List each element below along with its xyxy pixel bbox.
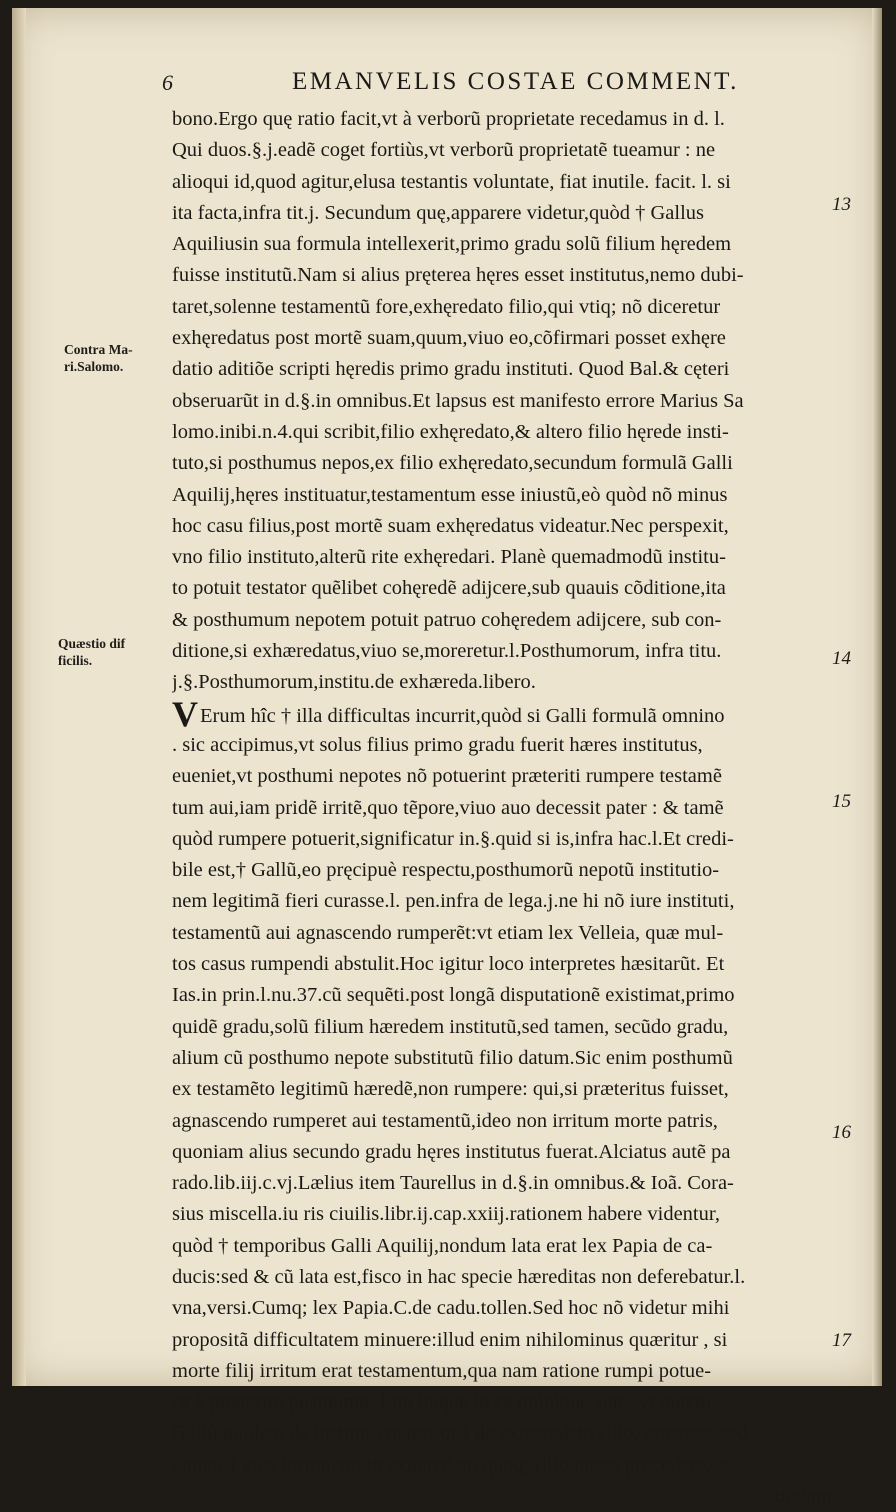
text-line: lomo.inibi.n.4.qui scribit,filio exhęredato,& altero filio hęrede insti- (172, 420, 729, 443)
text-line: Aquiliusin sua formula intellexerit,primo gradu solũ filium hęredem (172, 233, 732, 256)
margin-note-text: Quæstio dif ficilis. (58, 636, 126, 668)
page-number: 6 (162, 70, 173, 95)
margin-note-text: Contra Ma- ri.Salomo. (64, 342, 133, 374)
text-line: sius miscella.iu ris ciuilis.libr.ij.cap.xxiij.rationem habere videntur, (172, 1203, 721, 1226)
text-line: ditione,si exhæredatus,viuo se,moreretur.l.Posthumorum, infra titu. (172, 640, 722, 663)
book-page (12, 8, 882, 1508)
text-line: eueniet,vt posthumi nepotes nõ potuerint præteriti rumpere testamẽ (172, 765, 722, 788)
text-line: bono.Ergo quę ratio facit,vt à verborũ proprietate recedamus in d. l. (172, 108, 725, 130)
margin-number: 14 (832, 648, 851, 669)
margin-number: 17 (832, 1330, 851, 1351)
text-line: quòd rumpere potuerit,significatur in.§.quid si is,infra hac.l.Et credi- (172, 827, 734, 850)
text-line: hoc casu filius,post mortẽ suam exhęredatus videatur.Nec perspexit, (172, 514, 729, 537)
text-line: testamentũ aui agnascendo rumperẽt:vt etiam lex Velleia, quæ mul- (172, 921, 724, 944)
margin-number: 13 (832, 194, 851, 215)
text-line: datio aditiõe scripti hęredis primo gradu instituti. Quod Bal.& cęteri (172, 358, 730, 381)
text-line: Aquilij,hęres instituatur,testamentum esse iniustũ,eò quòd nõ minus (172, 483, 728, 506)
text-line: quidẽ gradu,solũ filium hæredem institutũ,sed tamen, secũdo gradu, (172, 1015, 729, 1038)
main-text-block (172, 104, 832, 1512)
text-line: ducis:sed & cũ lata est,fisco in hac specie hæreditas non deferebatur.l. (172, 1265, 746, 1288)
text-line: rit à præterito posthumo. Ego itaque in ea opinione sum, vt putem, (172, 1391, 717, 1414)
margin-note-quaestio (58, 635, 125, 669)
page-header (162, 68, 802, 102)
text-line: quoniam alius secundo gradu hęres institutus fuerat.Alciatus autẽ pa (172, 1140, 731, 1163)
text-line (172, 699, 832, 730)
text-line: agnascendo rumperet aui testamentũ,ideo non irritum morte patris, (172, 1109, 718, 1132)
text-line: vna,versi.Cumq; lex Papia.C.de cadu.tollen.Sed hoc nõ videtur mihi (172, 1297, 730, 1320)
text-line: j.§.Posthumorum,institu.de exhæreda.libero. (172, 671, 536, 694)
drop-initial: V (172, 698, 198, 730)
text-line: Gallũ quidem de instituto magis,quã de exhæredato filio, sensisse: sed (172, 1422, 748, 1445)
page-left-edge (12, 8, 26, 1386)
text-line: alioqui id,quod agitur,elusa testantis voluntate, fiat inutile. facit. l. si (172, 170, 731, 193)
text-line: tos casus rumpendi abstulit.Hoc igitur loco interpretes hæsitarũt. Et (172, 953, 725, 976)
text-line: alium cũ posthumo nepote substitutũ filio datum.Sic enim posthumũ (172, 1046, 733, 1069)
running-title: EMANVELIS COSTAE COMMENT. (292, 68, 739, 95)
text-line: propositã difficultatem minuere:illud enim nihilominus quæritur , si (172, 1328, 728, 1351)
text-line: tuto,si posthumus nepos,ex filio exhęredato,secundum formulã Galli (172, 452, 733, 475)
text-line: cundum (765, 1485, 832, 1508)
text-line: fuisse institutũ.Nam si alius pręterea hęres esset institutus,nemo dubi- (172, 264, 744, 287)
text-line: ex testamẽto legitimũ hæredẽ,non rumpere: qui,si præteritus fuisset, (172, 1078, 729, 1101)
text-line: tum aui,iam pridẽ irritẽ,quo tẽpore,viuo auo decessit pater : & tamẽ (172, 796, 724, 819)
margin-number: 15 (832, 791, 851, 812)
text-line: obseruarũt in d.§.in omnibus.Et lapsus est manifesto errore Marius Sa (172, 389, 744, 412)
text-line: taret,solenne testamentũ fore,exhęredato filio,qui vtiq; nõ diceretur (172, 295, 721, 318)
text-line: rado.lib.iij.c.vj.Lælius item Taurellus in d.§.in omnibus.& Ioã. Cora- (172, 1172, 734, 1195)
text-line: Ias.in prin.l.nu.37.cũ sequẽti.post longã disputationẽ existimat,primo (172, 984, 735, 1007)
text-line: nem legitimã fieri curasse.l. pen.infra de lega.j.ne hi nõ iure instituti, (172, 890, 735, 913)
text-line: Qui duos.§.j.eadẽ coget fortiùs,vt verborũ proprietatẽ tueamur : ne (172, 139, 716, 162)
text-line: ita facta,infra tit.j. Secundum quę,apparere videtur,quòd † Gallus (172, 201, 704, 224)
text-line: bile est,† Gallũ,eo pręcipuè respectu,posthumorũ nepotũ institutio- (172, 859, 720, 882)
margin-number: 16 (832, 1122, 851, 1143)
text-line: quòd † temporibus Galli Aquilij,nondum lata erat lex Papia de ca- (172, 1234, 713, 1257)
text-line: morte filij irritum erat testamentum,qua nam ratione rumpi potue- (172, 1359, 712, 1382)
text-line: vno filio instituto,alterũ rite exhęredari. Planè quemadmodũ institu- (172, 546, 726, 569)
text-line: exhęredatus post mortẽ suam,quum,viuo eo,cõfirmari posset exhęre (172, 327, 726, 350)
text-line: . sic accipimus,vt solus filius primo gradu fuerit hæres institutus, (172, 733, 703, 756)
page-right-edge (872, 8, 882, 1386)
text-line-rest: Erum hîc † illa difficultas incurrit,quòd si Galli formulã omnino (200, 704, 725, 727)
text-line: & posthumum nepotem potuit patruo cohęredem adijcere, sub con- (172, 608, 722, 631)
margin-note-contra-marium (64, 341, 133, 375)
text-line: to potuit testator quẽlibet cohęredẽ adijcere,sub quauis cõditione,ita (172, 577, 726, 600)
text-line: tamen † eius formulam in exhęredato quoq; filio,posse procedere,se- (172, 1453, 735, 1476)
